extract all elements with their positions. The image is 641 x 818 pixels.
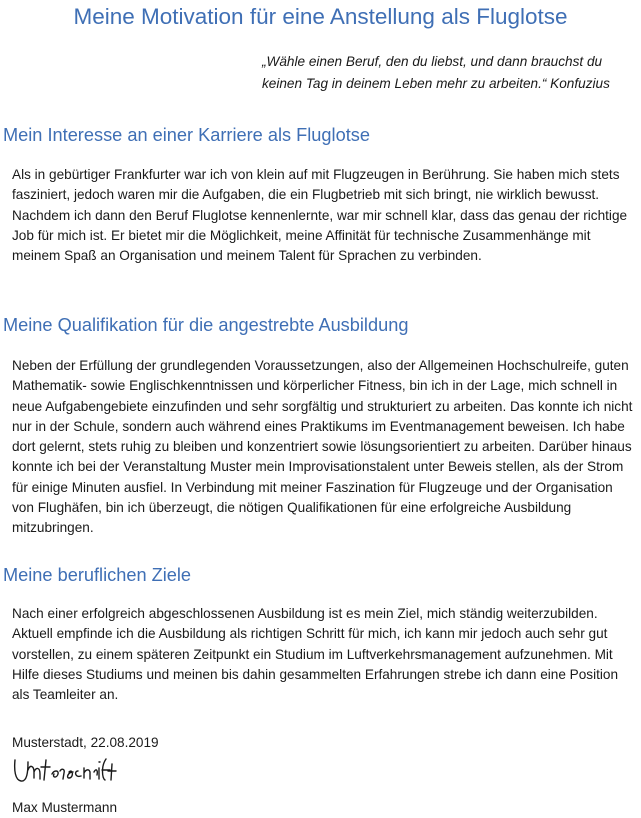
motto-quote: „Wähle einen Beruf, den du liebst, und dann brauchst du keinen Tag in deinem Leben mehr zu arbeiten.“ Konfuzius <box>262 54 610 91</box>
section-text-qualification: Neben der Erfüllung der grundlegenden Voraussetzungen, also der Allgemeinen Hochschulreife, guten Mathematik- sowie Englischkenntnissen und körperlicher Fitness, bin ich in der Lage, mich schnell in neue Aufgabengebiete einzufinden und sehr sorgfältig und strukturiert zu arbeiten. Das konnte ich nicht nur in der Schule, sondern auch während eines Praktikums im Eventmanagement beweisen. Ich habe dort gelernt, stets ruhig zu bleiben und konzentriert sowie lösungsorientiert zu arbeiten. Darüber hinaus konnte ich bei der Veranstaltung Muster mein Improvisationstalent unter Beweis stellen, als der Strom für einige Minuten ausfiel. In Verbindung mit meiner Faszination für Flugzeuge und der Organisation von Flughäfen, bin ich überzeugt, die nötigen Qualifikationen für eine erfolgreiche Ausbildung mitzubringen. <box>12 358 633 536</box>
section-heading-goals: Meine beruflichen Ziele <box>3 565 192 585</box>
page-title: Meine Motivation für eine Anstellung als Fluglotse <box>73 4 568 29</box>
section-heading-interest: Mein Interesse an einer Karriere als Fluglotse <box>3 125 370 145</box>
handwritten-signature <box>12 754 132 790</box>
section-heading-qualification: Meine Qualifikation für die angestrebte Ausbildung <box>3 315 409 335</box>
section-text-goals: Nach einer erfolgreich abgeschlossenen Ausbildung ist es mein Ziel, mich ständig weiterzubilden. Aktuell empfinde ich die Ausbildung als richtigen Schritt für mich, ich kann mir jedoch auch sehr gut vorstellen, zu einem späteren Zeitpunkt ein Studium im Luftverkehrsmanagement aufzunehmen. Mit Hilfe dieses Studiums und meinen bis dahin gesammelten Erfahrungen strebe ich dann eine Position als Teamleiter an. <box>12 606 619 703</box>
section-text-interest: Als in gebürtiger Frankfurter war ich von klein auf mit Flugzeugen in Berührung. Sie haben mich stets fasziniert, jedoch waren mir die Aufgaben, die ein Flugbetrieb mit sich bringt, nie wirklich bewusst. Nachdem ich dann den Beruf Fluglotse kennenlernte, war mir schnell klar, dass das genau der richtige Job für mich ist. Er bietet mir die Möglichkeit, meine Affinität für technische Zusammenhänge mit meinem Spaß an Organisation und meinem Talent für Sprachen zu verbinden. <box>12 167 628 264</box>
signer-name: Max Mustermann <box>12 800 118 815</box>
place-date: Musterstadt, 22.08.2019 <box>12 735 159 750</box>
